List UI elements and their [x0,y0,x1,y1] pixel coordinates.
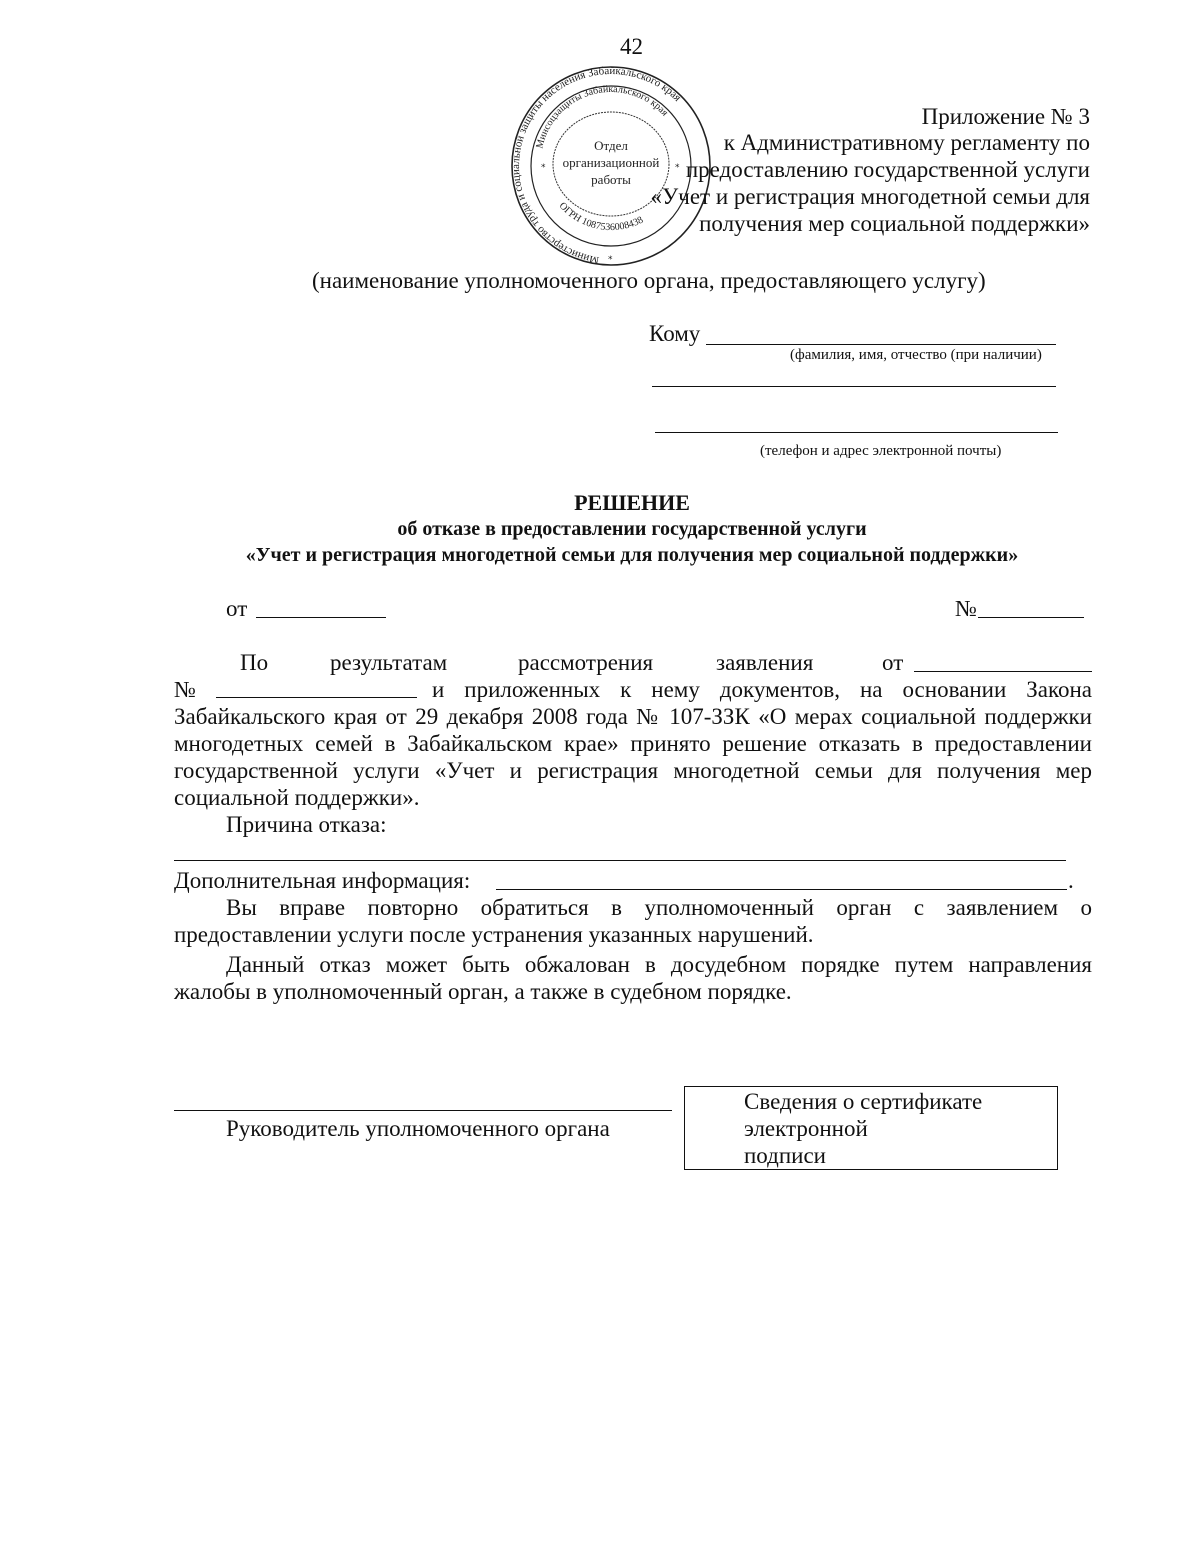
paragraph-3-line-1: Данный отказ может быть обжалован в досудебном порядке путем направления [226,952,1092,977]
recipient-fio-line[interactable] [706,344,1056,345]
appendix-line-3: предоставлению государственной услуги [685,157,1090,182]
recipient-fio-caption: (фамилия, имя, отчество (при наличии) [790,347,1042,363]
svg-text:работы: работы [591,172,631,187]
application-date-field[interactable] [914,671,1092,672]
decision-subtitle-1: об отказе в предоставлении государственной услуги [397,518,867,540]
body-line-2: и приложенных к нему документов, на основании Закона [432,677,1092,702]
head-label: Руководитель уполномоченного органа [226,1116,610,1141]
decision-number-label: № [955,596,977,621]
body-word-from: от [882,650,904,675]
svg-text:организационной: организационной [562,155,660,170]
body-word-po: По [240,650,269,675]
svg-text:*: * [541,163,546,173]
seal-outer-text: Министерство труда и социальной защиты населения Забайкальского края [510,64,684,266]
svg-text:*: * [608,255,613,265]
certificate-line-1: Сведения о сертификате [744,1089,983,1114]
body-word-application: заявления [716,650,814,675]
reason-field[interactable] [174,860,1066,861]
appendix-line-5: получения мер социальной поддержки» [699,211,1090,236]
decision-date-label: от [226,596,248,621]
additional-info-field[interactable] [496,889,1067,890]
svg-text:Отдел: Отдел [594,138,628,153]
appendix-line-2: к Административному регламенту по [723,130,1090,155]
decision-number-field[interactable] [978,617,1084,618]
application-number-field[interactable] [216,697,417,698]
body-line-3: Забайкальского края от 29 декабря 2008 года № 107-ЗЗК «О мерах социальной поддержки [174,704,1092,729]
recipient-contact-line[interactable] [655,432,1058,433]
body-line-4: многодетных семей в Забайкальском крае» принято решение отказать в предоставлении [174,731,1092,756]
recipient-to-label: Кому [649,321,701,346]
recipient-contact-caption: (телефон и адрес электронной почты) [760,443,1002,459]
decision-date-field[interactable] [256,617,386,618]
body-word-review: рассмотрения [518,650,654,675]
decision-subtitle-2: «Учет и регистрация многодетной семьи для получения мер социальной поддержки» [245,544,1019,566]
seal-ogrn-text: ОГРН 1087536008438 [556,200,646,234]
additional-info-end: . [1068,868,1074,893]
seal-inner-text: Минсоцзащиты Забайкальского края [534,83,671,150]
paragraph-2-line-2: предоставлении услуги после устранения указанных нарушений. [174,922,814,947]
certificate-line-2: электронной [744,1116,868,1141]
additional-info-label: Дополнительная информация: [174,868,471,893]
page-number: 42 [620,34,643,59]
appendix-line-1: Приложение № 3 [921,104,1090,129]
body-number-sign: № [174,677,196,702]
paragraph-3-line-2: жалобы в уполномоченный орган, а также в судебном порядке. [174,979,792,1004]
decision-title: РЕШЕНИЕ [574,490,690,515]
body-line-5: государственной услуги «Учет и регистрация многодетной семьи для получения мер [174,758,1092,783]
body-line-6: социальной поддержки». [174,785,420,810]
reason-label: Причина отказа: [226,812,387,837]
authority-caption: (наименование уполномоченного органа, предоставляющего услугу) [312,268,986,293]
paragraph-2-line-1: Вы вправе повторно обратиться в уполномоченный орган с заявлением о [226,895,1092,920]
body-word-results: результатам [330,650,448,675]
head-signature-line[interactable] [174,1110,672,1111]
certificate-line-3: подписи [744,1143,826,1168]
appendix-line-4: «Учет и регистрация многодетной семьи для [650,184,1090,209]
recipient-address-line[interactable] [652,386,1056,387]
svg-text:*: * [675,163,680,173]
